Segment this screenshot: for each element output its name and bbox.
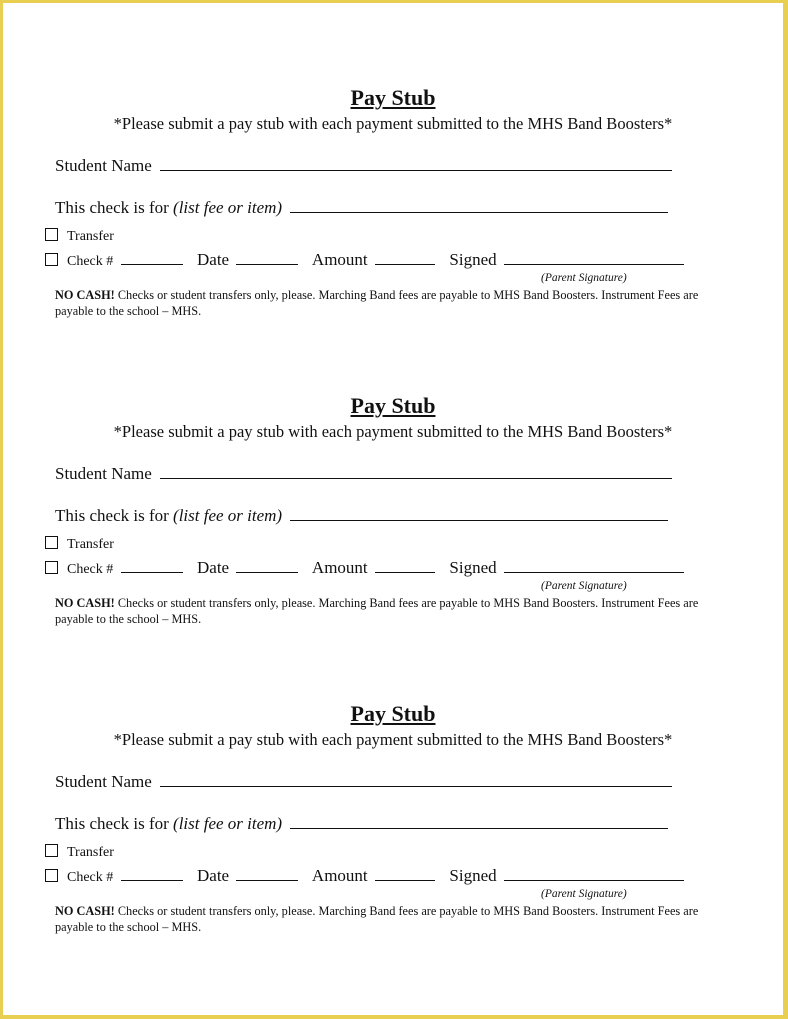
check-number-label: Check # <box>67 254 114 269</box>
pay-stub-1 <box>3 3 783 318</box>
stub-subtitle: *Please submit a pay stub with each payment submitted to the MHS Band Boosters* <box>113 422 673 441</box>
notice-bold: NO CASH! <box>55 288 115 302</box>
signature-field[interactable] <box>504 558 684 573</box>
signed-label: Signed <box>449 866 497 885</box>
stub-subtitle: *Please submit a pay stub with each payment submitted to the MHS Band Boosters* <box>113 730 673 749</box>
signed-label: Signed <box>449 250 497 269</box>
student-name-row <box>55 772 672 792</box>
stub-title: Pay Stub <box>350 393 436 418</box>
transfer-option <box>45 844 114 862</box>
payment-notice <box>55 903 723 935</box>
amount-label: Amount <box>311 866 368 885</box>
amount-field[interactable] <box>375 866 435 881</box>
parent-signature-caption: (Parent Signature) <box>541 580 627 592</box>
transfer-checkbox[interactable] <box>45 228 58 241</box>
payment-row <box>45 866 684 888</box>
check-for-hint: (list fee or item) <box>173 506 283 525</box>
signature-field[interactable] <box>504 866 684 881</box>
transfer-checkbox[interactable] <box>45 536 58 549</box>
parent-signature-caption: (Parent Signature) <box>541 272 627 284</box>
amount-label: Amount <box>311 558 368 577</box>
check-for-field[interactable] <box>290 506 668 521</box>
student-name-row <box>55 464 672 484</box>
notice-text: Checks or student transfers only, please. Marching Band fees are payable to MHS Band Boosters. Instrument Fees are payable to the school – MHS. <box>55 904 699 934</box>
parent-signature-caption: (Parent Signature) <box>541 888 627 900</box>
pay-stub-2 <box>3 311 783 626</box>
student-name-label: Student Name <box>55 772 152 791</box>
payment-row <box>45 558 684 580</box>
signed-label: Signed <box>449 558 497 577</box>
document-page <box>3 3 783 1015</box>
student-name-label: Student Name <box>55 464 152 483</box>
check-for-row <box>55 198 668 218</box>
student-name-field[interactable] <box>160 156 672 171</box>
signature-field[interactable] <box>504 250 684 265</box>
date-field[interactable] <box>236 250 298 265</box>
date-label: Date <box>197 250 230 269</box>
student-name-field[interactable] <box>160 464 672 479</box>
student-name-field[interactable] <box>160 772 672 787</box>
check-number-label: Check # <box>67 870 114 885</box>
date-field[interactable] <box>236 558 298 573</box>
check-number-checkbox[interactable] <box>45 253 58 266</box>
transfer-label: Transfer <box>67 229 114 244</box>
check-number-field[interactable] <box>121 866 183 881</box>
notice-text: Checks or student transfers only, please. Marching Band fees are payable to MHS Band Boosters. Instrument Fees are payable to the school – MHS. <box>55 596 699 626</box>
date-field[interactable] <box>236 866 298 881</box>
check-number-field[interactable] <box>121 250 183 265</box>
check-for-row <box>55 506 668 526</box>
check-for-field[interactable] <box>290 814 668 829</box>
check-for-label: This check is for <box>55 506 169 525</box>
transfer-label: Transfer <box>67 845 114 860</box>
check-for-row <box>55 814 668 834</box>
amount-label: Amount <box>311 250 368 269</box>
check-number-checkbox[interactable] <box>45 561 58 574</box>
check-for-label: This check is for <box>55 198 169 217</box>
stub-subtitle: *Please submit a pay stub with each payment submitted to the MHS Band Boosters* <box>113 114 673 133</box>
transfer-option <box>45 228 114 246</box>
date-label: Date <box>197 866 230 885</box>
transfer-checkbox[interactable] <box>45 844 58 857</box>
transfer-option <box>45 536 114 554</box>
notice-bold: NO CASH! <box>55 596 115 610</box>
check-number-checkbox[interactable] <box>45 869 58 882</box>
payment-row <box>45 250 684 272</box>
check-for-field[interactable] <box>290 198 668 213</box>
student-name-label: Student Name <box>55 156 152 175</box>
pay-stub-3 <box>3 619 783 934</box>
notice-bold: NO CASH! <box>55 904 115 918</box>
student-name-row <box>55 156 672 176</box>
amount-field[interactable] <box>375 250 435 265</box>
transfer-label: Transfer <box>67 537 114 552</box>
amount-field[interactable] <box>375 558 435 573</box>
date-label: Date <box>197 558 230 577</box>
check-for-hint: (list fee or item) <box>173 814 283 833</box>
stub-title: Pay Stub <box>350 85 436 110</box>
check-number-field[interactable] <box>121 558 183 573</box>
check-for-hint: (list fee or item) <box>173 198 283 217</box>
stub-title: Pay Stub <box>350 701 436 726</box>
check-number-label: Check # <box>67 562 114 577</box>
check-for-label: This check is for <box>55 814 169 833</box>
notice-text: Checks or student transfers only, please. Marching Band fees are payable to MHS Band Boosters. Instrument Fees are payable to the school – MHS. <box>55 288 699 318</box>
